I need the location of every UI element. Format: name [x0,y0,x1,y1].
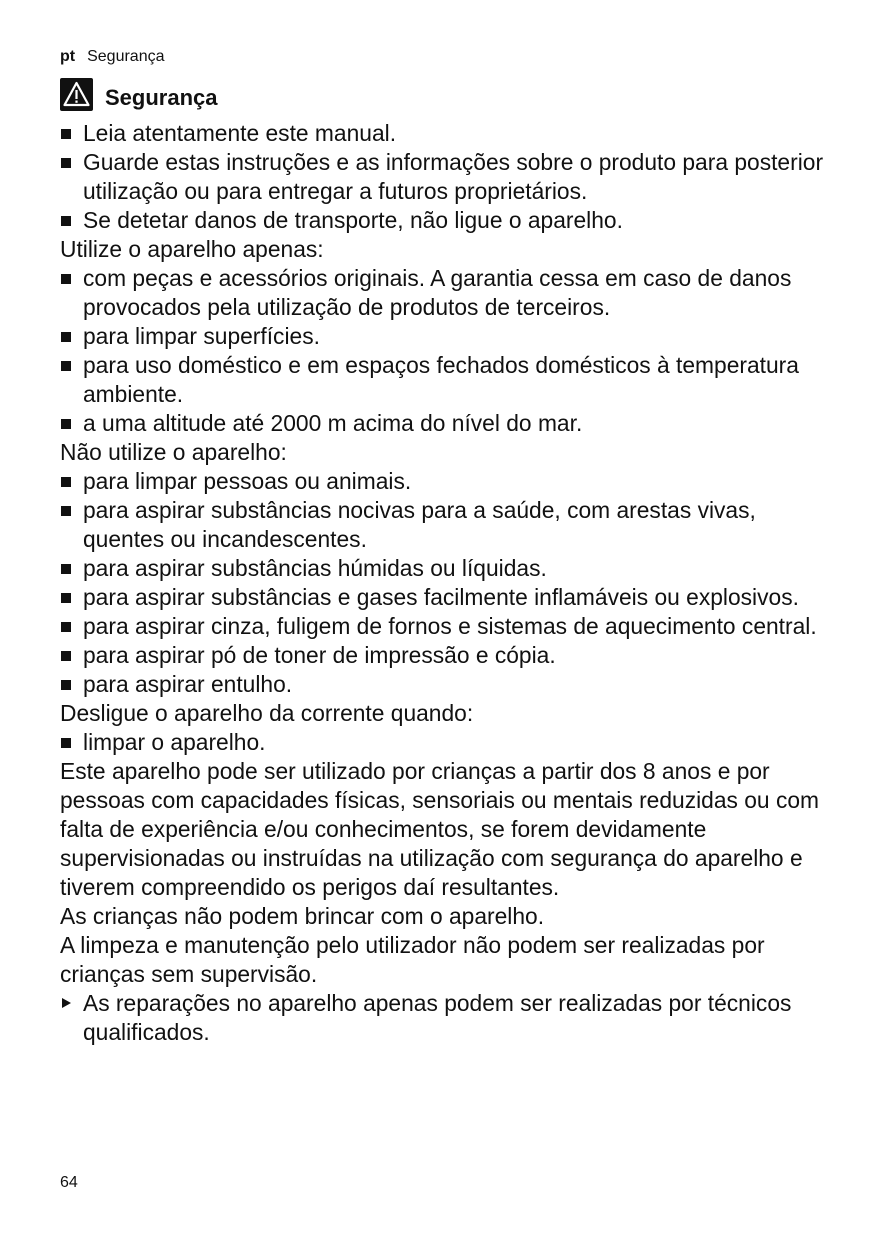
action-item: As reparações no aparelho apenas podem ser realizadas por técnicos qualificados. [60,989,830,1047]
list-item: para aspirar substâncias húmidas ou líquidas. [60,554,830,583]
warning-triangle-icon [60,78,93,111]
intended-use-list [60,264,830,438]
list-item: Se detetar danos de transporte, não ligue o aparelho. [60,206,830,235]
page-number: 64 [60,1174,78,1191]
prohibited-use-list [60,467,830,699]
list-item: para aspirar entulho. [60,670,830,699]
list-item: para aspirar pó de toner de impressão e cópia. [60,641,830,670]
use-intro: Utilize o aparelho apenas: [60,236,324,262]
list-item: Leia atentamente este manual. [60,119,830,148]
safety-content [60,119,830,1047]
list-item: para limpar superfícies. [60,322,830,351]
list-item: para limpar pessoas ou animais. [60,467,830,496]
general-instructions-list [60,119,830,235]
list-item: a uma altitude até 2000 m acima do nível do mar. [60,409,830,438]
list-item: para aspirar substâncias nocivas para a saúde, com arestas vivas, quentes ou incandescentes. [60,496,830,554]
section-heading [60,78,218,111]
no-use-intro: Não utilize o aparelho: [60,439,287,465]
language-code: pt [60,48,76,65]
cleaning-paragraph: A limpeza e manutenção pelo utilizador não podem ser realizadas por crianças sem supervisão. [60,932,765,987]
disconnect-list [60,728,830,757]
header-section: Segurança [87,48,165,65]
list-item: para aspirar cinza, fuligem de fornos e sistemas de aquecimento central. [60,612,830,641]
list-item: Guarde estas instruções e as informações sobre o produto para posterior utilização ou para entregar a futuros proprietários. [60,148,830,206]
children-paragraph: Este aparelho pode ser utilizado por crianças a partir dos 8 anos e por pessoas com capacidades físicas, sensoriais ou mentais reduzidas ou com falta de experiência e/ou conhecimentos, se forem devidamente supervisionadas ou instruídas na utilização com segurança do aparelho e tiverem compreendido os perigos daí resultantes. [60,758,820,900]
list-item: para aspirar substâncias e gases facilmente inflamáveis ou explosivos. [60,583,830,612]
disconnect-intro: Desligue o aparelho da corrente quando: [60,700,474,726]
list-item: limpar o aparelho. [60,728,830,757]
running-header [60,47,165,67]
play-paragraph: As crianças não podem brincar com o aparelho. [60,903,545,929]
list-item: para uso doméstico e em espaços fechados domésticos à temperatura ambiente. [60,351,830,409]
list-item: com peças e acessórios originais. A garantia cessa em caso de danos provocados pela utilização de produtos de terceiros. [60,264,830,322]
section-title: Segurança [105,84,218,110]
action-list [60,989,830,1047]
